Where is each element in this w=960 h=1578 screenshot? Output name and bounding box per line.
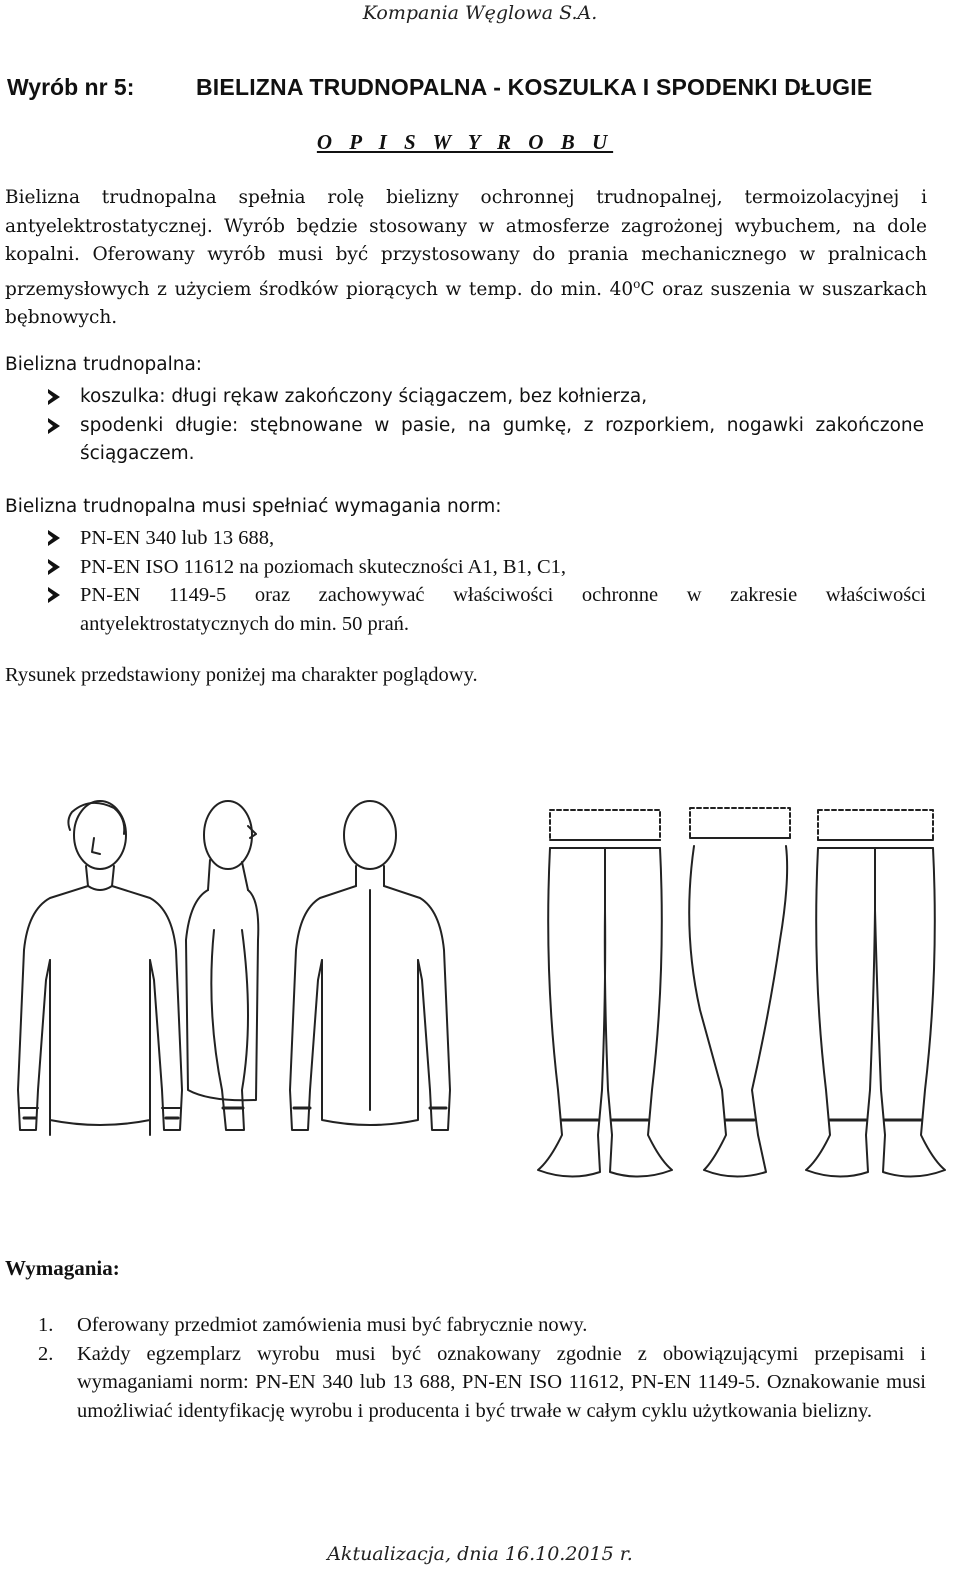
intro-paragraph [5,184,927,333]
item-number: 1. [38,1314,54,1336]
product-number-label: Wyrób nr 5: [7,74,135,100]
section-heading-description: O P I S W Y R O B U [316,130,614,154]
list-item: 1. Oferowany przedmiot zamówienia musi być fabrycznie nowy. [38,1311,926,1340]
arrow-bullet-icon [48,530,60,546]
degree-sup: o [633,276,641,291]
arrow-bullet-icon [48,418,60,434]
list-item: PN-EN ISO 11612 na poziomach skuteczności A1, B1, C1, [44,553,926,582]
norms-heading: Bielizna trudnopalna musi spełniać wymagania norm: [5,496,502,517]
update-footer: Aktualizacja, dnia 16.10.2015 r. [327,1543,633,1565]
pants-back-figure [806,810,945,1177]
arrow-bullet-icon [48,389,60,405]
list-item: koszulka: długi rękaw zakończony ściągaczem, bez kołnierza, [44,383,924,412]
garment-illustration [10,790,950,1210]
composition-list [44,383,924,469]
arrow-bullet-icon [48,587,60,603]
composition-heading: Bielizna trudnopalna: [5,354,203,375]
intro-text-2: C oraz suszenia w suszarkach bębnowych. [5,278,927,329]
list-item: 2. Każdy egzemplarz wyrobu musi być oznakowany zgodnie z obowiązującymi przepisami i wymaganiami norm: PN-EN 340 lub 13 688, PN-EN ISO 11612, PN-EN 1149-5. Oznakowanie musi umożliwiać identyfikację wyrobu i producenta i być trwałe w całym cyklu użytkowania bielizny. [38,1340,926,1426]
arrow-bullet-icon [48,559,60,575]
list-item: PN-EN 1149-5 oraz zachowywać właściwości ochronne w zakresie właściwości antyelektrostatycznych do min. 50 prań. [44,581,926,638]
intro-text-1: Bielizna trudnopalna spełnia rolę bielizny ochronnej trudnopalnej, termoizolacyjnej i antyelektrostatycznej. Wyrób będzie stosowany w atmosferze zagrożonej wybuchem, na dole kopalni. Oferowany wyrób musi być przystosowany do prania mechanicznego w pralnicach przemysłowych z użyciem środków piorących w temp. do min. 40 [5,187,927,300]
requirements-title: Wymagania: [5,1256,120,1280]
pants-side-figure [689,808,790,1177]
pants-front-figure [538,810,672,1177]
company-header: Kompania Węglowa S.A. [362,2,598,24]
norms-list [44,524,926,638]
shirt-front-figure [18,801,182,1135]
product-title: BIELIZNA TRUDNOPALNA - KOSZULKA I SPODENKI DŁUGIE [196,74,873,100]
product-title-row [7,74,947,104]
list-item: spodenki długie: stębnowane w pasie, na gumkę, z rozporkiem, nogawki zakończone ściągaczem. [44,412,924,469]
requirements-list [38,1311,926,1425]
list-item: PN-EN 340 lub 13 688, [44,524,926,553]
shirt-side-figure [186,801,258,1130]
illustration-note: Rysunek przedstawiony poniżej ma charakter poglądowy. [5,664,478,686]
shirt-back-figure [290,801,450,1130]
item-number: 2. [38,1342,54,1365]
